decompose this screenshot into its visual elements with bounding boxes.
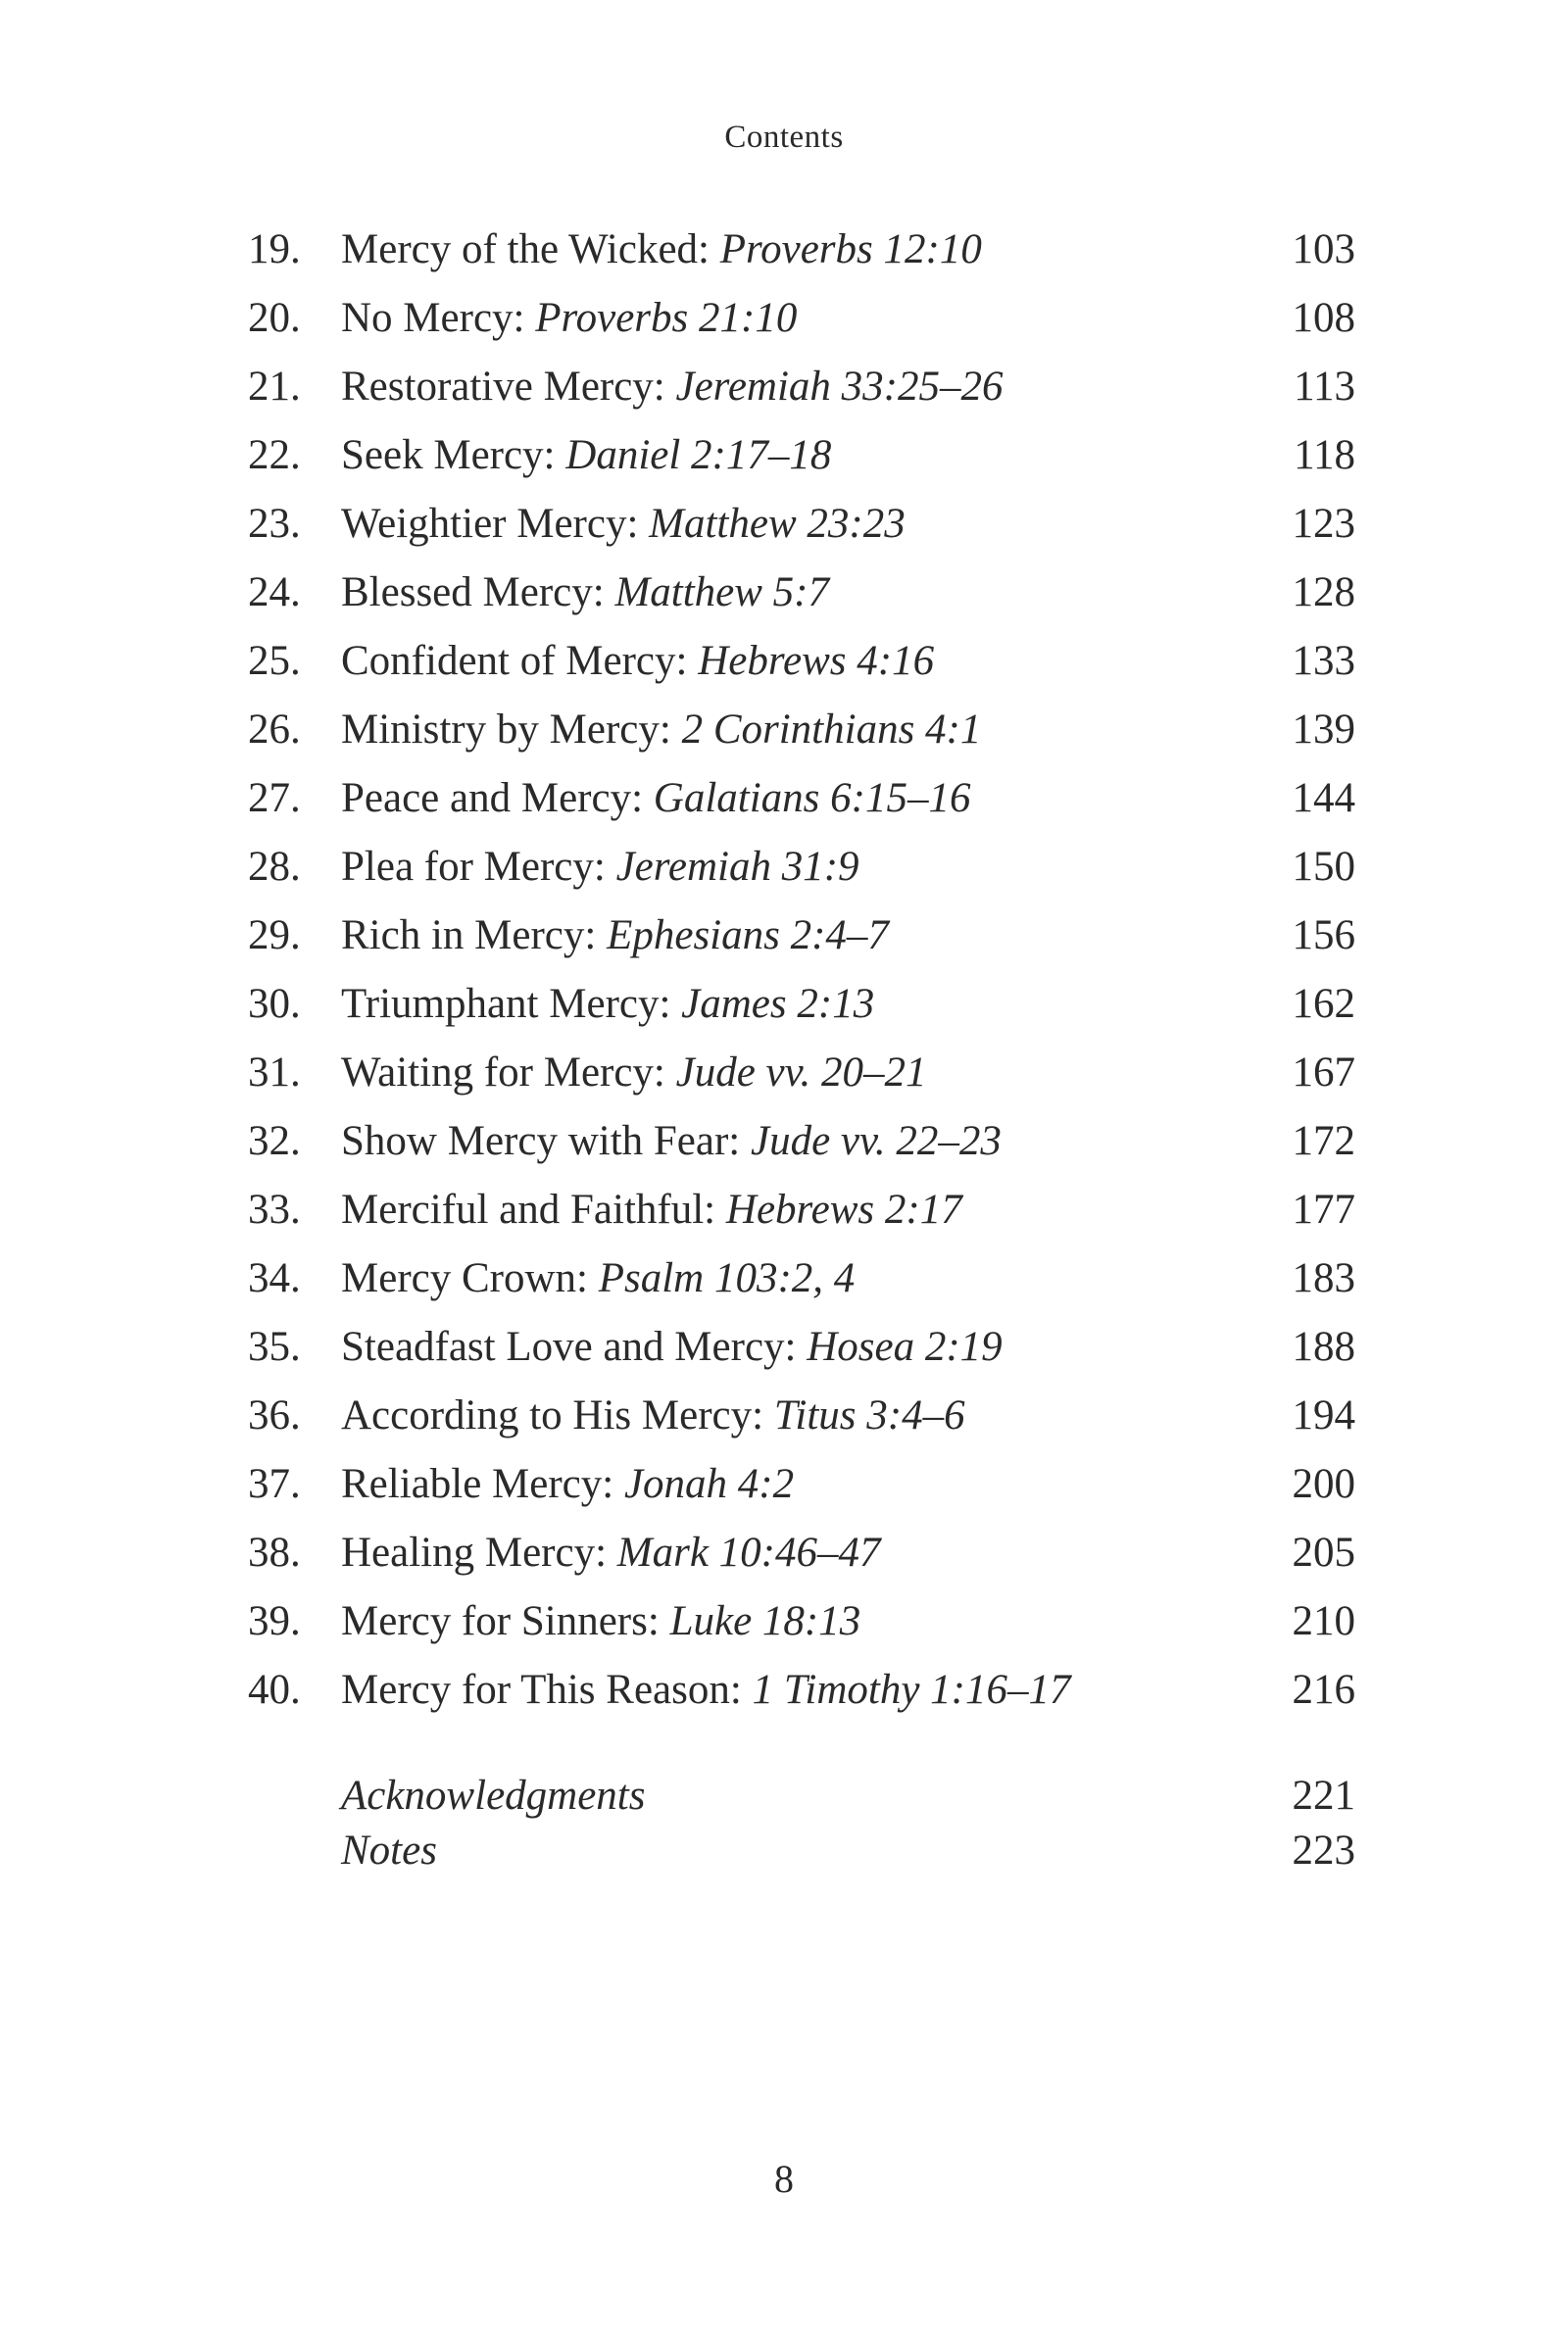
toc-entry-number: 37. bbox=[248, 1461, 301, 1507]
toc-entry-text bbox=[341, 833, 859, 902]
toc-entry-title: According to His Mercy: bbox=[341, 1392, 764, 1439]
toc-entry-text bbox=[341, 1313, 1003, 1382]
toc-entry-reference: Jude vv. 22–23 bbox=[751, 1118, 1002, 1164]
toc-entry-text bbox=[341, 559, 829, 627]
back-matter-title: Acknowledgments bbox=[341, 1773, 646, 1819]
toc-entry-number: 32. bbox=[248, 1118, 301, 1164]
toc-entry-text bbox=[341, 284, 797, 353]
toc-entry-page: 133 bbox=[1292, 638, 1355, 684]
table-of-contents bbox=[248, 216, 1355, 1725]
toc-entry-reference: Daniel 2:17–18 bbox=[565, 432, 832, 478]
toc-entry bbox=[248, 1107, 1355, 1176]
toc-entry-page: 188 bbox=[1292, 1324, 1355, 1370]
toc-entry-reference: Matthew 5:7 bbox=[614, 569, 829, 615]
toc-entry-title: Restorative Mercy: bbox=[341, 364, 665, 410]
toc-entry-number: 20. bbox=[248, 295, 301, 341]
toc-entry-text bbox=[341, 902, 889, 970]
toc-entry-number: 33. bbox=[248, 1187, 301, 1233]
toc-entry-reference: 2 Corinthians 4:1 bbox=[681, 707, 982, 753]
toc-entry-reference: Luke 18:13 bbox=[669, 1598, 861, 1644]
toc-entry-page: 139 bbox=[1292, 707, 1355, 753]
toc-entry bbox=[248, 1039, 1355, 1107]
toc-entry-reference: Matthew 23:23 bbox=[649, 501, 906, 547]
toc-entry-page: 210 bbox=[1292, 1598, 1355, 1644]
toc-entry-page: 167 bbox=[1292, 1049, 1355, 1096]
toc-entry-number: 26. bbox=[248, 707, 301, 753]
toc-entry bbox=[248, 490, 1355, 559]
toc-entry-reference: Jeremiah 31:9 bbox=[615, 844, 859, 890]
toc-entry bbox=[248, 559, 1355, 627]
toc-entry-number: 28. bbox=[248, 844, 301, 890]
toc-entry bbox=[248, 353, 1355, 421]
toc-entry-reference: Jonah 4:2 bbox=[623, 1461, 795, 1507]
toc-entry-page: 162 bbox=[1292, 981, 1355, 1027]
back-matter-page: 223 bbox=[1292, 1828, 1355, 1874]
toc-entry bbox=[248, 421, 1355, 490]
toc-entry-number: 35. bbox=[248, 1324, 301, 1370]
toc-entry-title: Merciful and Faithful: bbox=[341, 1187, 716, 1233]
toc-entry-reference: Hebrews 4:16 bbox=[698, 638, 935, 684]
toc-entry-page: 118 bbox=[1294, 432, 1355, 478]
toc-entry-title: Rich in Mercy: bbox=[341, 912, 597, 958]
toc-entry bbox=[248, 764, 1355, 833]
toc-entry-title: Mercy Crown: bbox=[341, 1255, 588, 1301]
toc-entry-text bbox=[341, 764, 970, 833]
toc-entry-number: 22. bbox=[248, 432, 301, 478]
toc-entry-text bbox=[341, 1382, 965, 1450]
toc-entry-text bbox=[341, 1587, 860, 1656]
toc-entry-page: 216 bbox=[1292, 1667, 1355, 1713]
toc-entry-page: 128 bbox=[1292, 569, 1355, 615]
toc-entry-reference: Hebrews 2:17 bbox=[725, 1187, 962, 1233]
toc-entry bbox=[248, 970, 1355, 1039]
toc-entry-text bbox=[341, 696, 981, 764]
toc-entry bbox=[248, 216, 1355, 284]
back-matter-entry bbox=[248, 1824, 1355, 1878]
toc-entry-page: 150 bbox=[1292, 844, 1355, 890]
toc-entry-title: Triumphant Mercy: bbox=[341, 981, 671, 1027]
back-matter-entry bbox=[248, 1769, 1355, 1824]
toc-entry bbox=[248, 1587, 1355, 1656]
toc-entry-text bbox=[341, 216, 982, 284]
toc-entry-title: Show Mercy with Fear: bbox=[341, 1118, 741, 1164]
toc-entry-number: 39. bbox=[248, 1598, 301, 1644]
toc-entry bbox=[248, 696, 1355, 764]
toc-entry-text bbox=[341, 490, 906, 559]
toc-entry bbox=[248, 627, 1355, 696]
toc-entry-title: Weightier Mercy: bbox=[341, 501, 639, 547]
back-matter-list bbox=[248, 1769, 1355, 1878]
toc-entry-text bbox=[341, 1519, 881, 1587]
toc-entry-text bbox=[341, 1176, 962, 1244]
toc-entry-text bbox=[341, 1039, 927, 1107]
toc-entry-number: 36. bbox=[248, 1392, 301, 1439]
toc-entry-number: 31. bbox=[248, 1049, 301, 1096]
toc-entry-title: Plea for Mercy: bbox=[341, 844, 606, 890]
toc-entry-text bbox=[341, 970, 874, 1039]
toc-entry bbox=[248, 1244, 1355, 1313]
toc-entry-title: Waiting for Mercy: bbox=[341, 1049, 665, 1096]
toc-entry-title: Mercy for Sinners: bbox=[341, 1598, 660, 1644]
toc-entry-reference: Jeremiah 33:25–26 bbox=[675, 364, 1004, 410]
toc-entry-page: 183 bbox=[1292, 1255, 1355, 1301]
toc-entry-number: 30. bbox=[248, 981, 301, 1027]
running-head: Contents bbox=[724, 120, 844, 155]
toc-entry bbox=[248, 833, 1355, 902]
toc-entry-page: 113 bbox=[1294, 364, 1355, 410]
toc-entry-page: 172 bbox=[1292, 1118, 1355, 1164]
toc-entry-page: 103 bbox=[1292, 226, 1355, 272]
toc-entry-title: Mercy for This Reason: bbox=[341, 1667, 742, 1713]
toc-entry-title: Steadfast Love and Mercy: bbox=[341, 1324, 797, 1370]
toc-entry-reference: Titus 3:4–6 bbox=[773, 1392, 965, 1439]
toc-entry-title: Reliable Mercy: bbox=[341, 1461, 614, 1507]
toc-entry-reference: Ephesians 2:4–7 bbox=[607, 912, 889, 958]
toc-entry-number: 21. bbox=[248, 364, 301, 410]
toc-entry-text bbox=[341, 1450, 794, 1519]
toc-entry-page: 177 bbox=[1292, 1187, 1355, 1233]
page-number: 8 bbox=[774, 2157, 794, 2201]
toc-entry-reference: Proverbs 21:10 bbox=[535, 295, 798, 341]
toc-entry-reference: James 2:13 bbox=[681, 981, 875, 1027]
toc-entry-text bbox=[341, 421, 831, 490]
toc-entry-number: 34. bbox=[248, 1255, 301, 1301]
toc-entry-text bbox=[341, 1107, 1002, 1176]
toc-entry-reference: Mark 10:46–47 bbox=[616, 1530, 881, 1576]
toc-entry-text bbox=[341, 353, 1003, 421]
toc-entry-title: Ministry by Mercy: bbox=[341, 707, 671, 753]
toc-entry-title: Mercy of the Wicked: bbox=[341, 226, 710, 272]
toc-entry-number: 29. bbox=[248, 912, 301, 958]
toc-entry-reference: Psalm 103:2, 4 bbox=[598, 1255, 856, 1301]
toc-entry-title: Seek Mercy: bbox=[341, 432, 556, 478]
toc-entry-number: 40. bbox=[248, 1667, 301, 1713]
toc-entry-reference: 1 Timothy 1:16–17 bbox=[752, 1667, 1071, 1713]
toc-entry-page: 205 bbox=[1292, 1530, 1355, 1576]
toc-entry bbox=[248, 1519, 1355, 1587]
back-matter-page: 221 bbox=[1292, 1773, 1355, 1819]
toc-entry-number: 38. bbox=[248, 1530, 301, 1576]
toc-entry bbox=[248, 1450, 1355, 1519]
toc-entry bbox=[248, 902, 1355, 970]
toc-entry-title: Confident of Mercy: bbox=[341, 638, 688, 684]
toc-entry-title: Blessed Mercy: bbox=[341, 569, 605, 615]
toc-entry bbox=[248, 284, 1355, 353]
toc-entry-number: 19. bbox=[248, 226, 301, 272]
toc-entry-page: 194 bbox=[1292, 1392, 1355, 1439]
toc-entry-page: 108 bbox=[1292, 295, 1355, 341]
toc-entry-page: 144 bbox=[1292, 775, 1355, 821]
toc-entry bbox=[248, 1313, 1355, 1382]
toc-entry-number: 23. bbox=[248, 501, 301, 547]
back-matter-title: Notes bbox=[341, 1828, 437, 1874]
toc-entry-number: 25. bbox=[248, 638, 301, 684]
toc-entry-page: 200 bbox=[1292, 1461, 1355, 1507]
toc-entry-number: 24. bbox=[248, 569, 301, 615]
toc-entry-title: Peace and Mercy: bbox=[341, 775, 644, 821]
toc-entry-page: 123 bbox=[1292, 501, 1355, 547]
toc-entry-reference: Jude vv. 20–21 bbox=[675, 1049, 927, 1096]
toc-entry-text bbox=[341, 1244, 855, 1313]
toc-entry-title: Healing Mercy: bbox=[341, 1530, 608, 1576]
toc-entry-title: No Mercy: bbox=[341, 295, 525, 341]
toc-entry-text bbox=[341, 627, 934, 696]
toc-entry-reference: Hosea 2:19 bbox=[807, 1324, 1003, 1370]
toc-entry bbox=[248, 1656, 1355, 1725]
toc-entry-text bbox=[341, 1656, 1070, 1725]
toc-entry bbox=[248, 1176, 1355, 1244]
toc-entry-page: 156 bbox=[1292, 912, 1355, 958]
toc-entry bbox=[248, 1382, 1355, 1450]
toc-entry-reference: Galatians 6:15–16 bbox=[653, 775, 971, 821]
toc-entry-reference: Proverbs 12:10 bbox=[719, 226, 982, 272]
toc-entry-number: 27. bbox=[248, 775, 301, 821]
